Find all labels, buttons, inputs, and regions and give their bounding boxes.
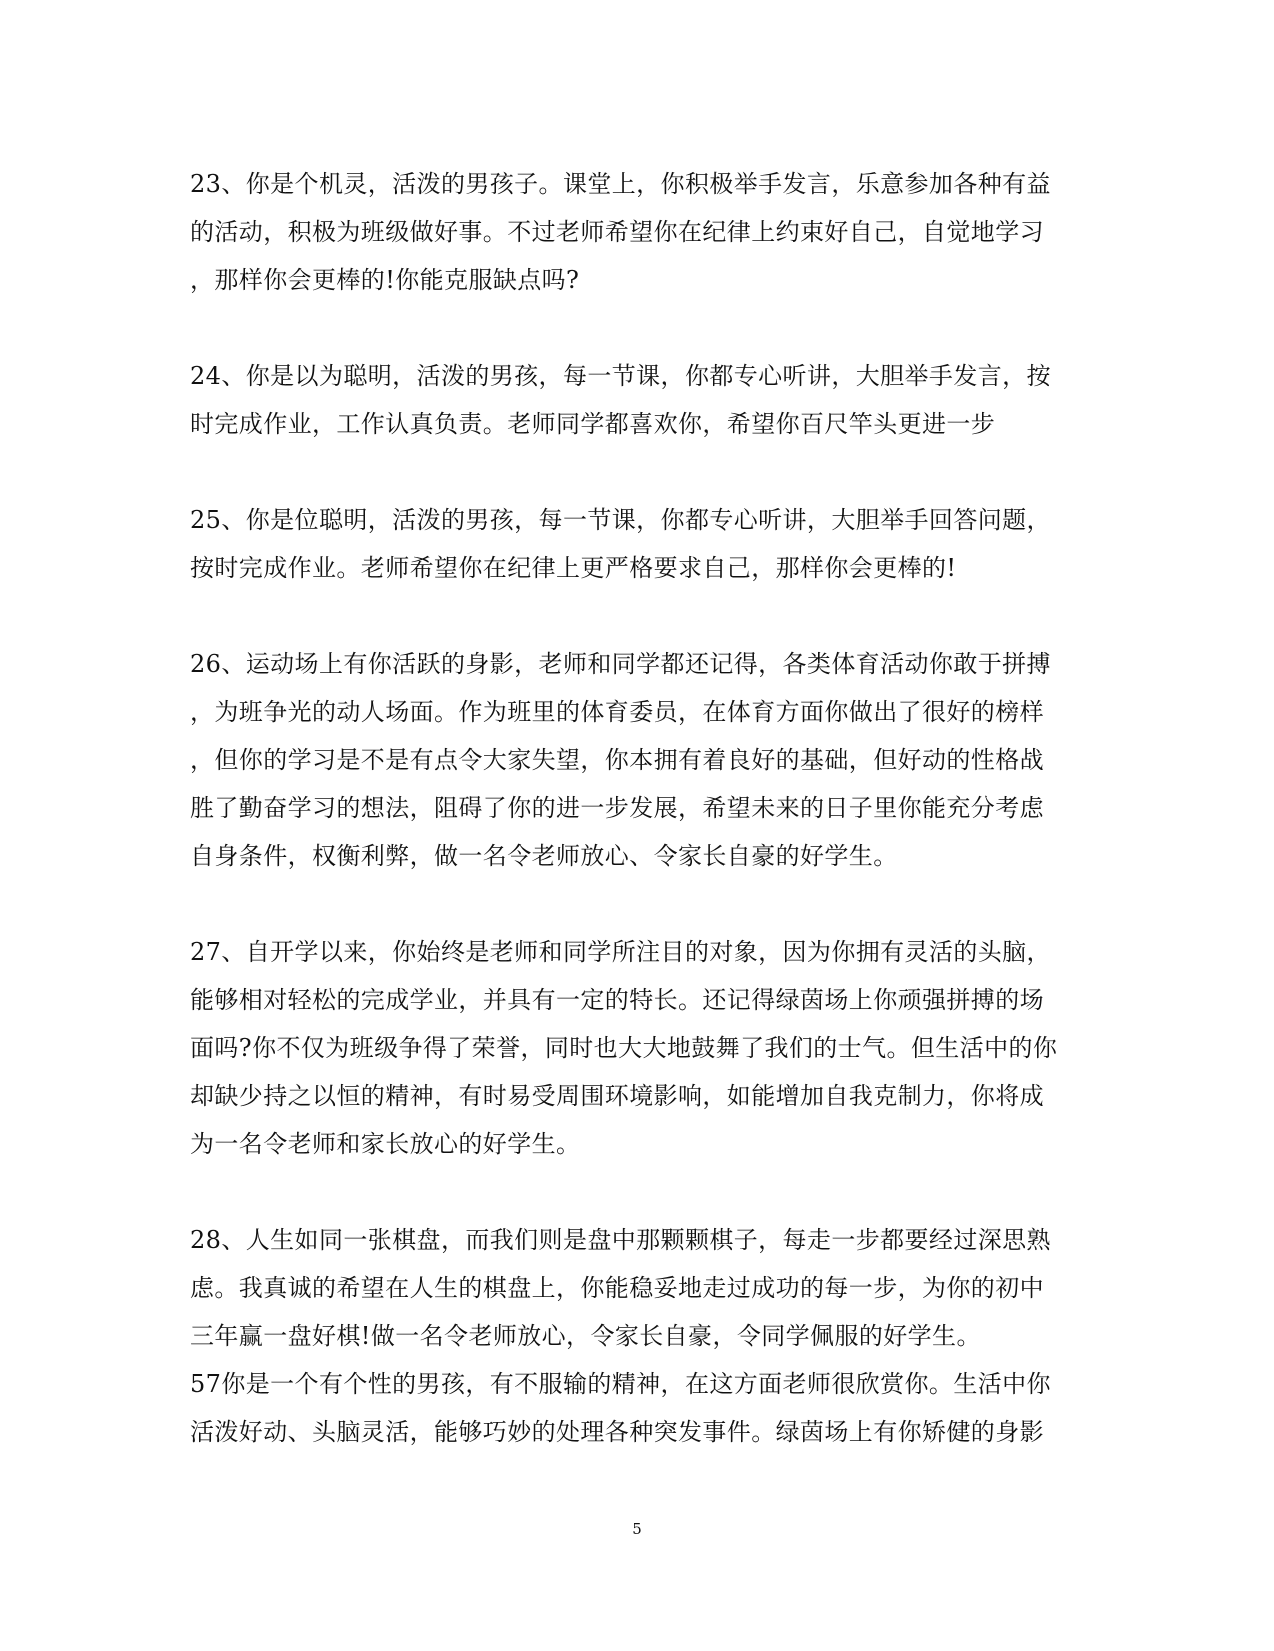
text-line: 却缺少持之以恒的精神，有时易受周围环境影响，如能增加自我克制力，你将成 [190,1082,1044,1110]
text-line: 24、你是以为聪明，活泼的男孩，每一节课，你都专心听讲，大胆举手发言，按 [190,362,1051,390]
text-line: 能够相对轻松的完成学业，并具有一定的特长。还记得绿茵场上你顽强拼搏的场 [190,986,1044,1014]
text-line: 为一名令老师和家长放心的好学生。 [190,1130,581,1158]
text-line: 时完成作业，工作认真负责。老师同学都喜欢你，希望你百尺竿头更进一步 [190,410,996,438]
text-line: 27、自开学以来，你始终是老师和同学所注目的对象，因为你拥有灵活的头脑， [190,938,1051,966]
document-body [190,160,1070,1456]
paragraph-24 [190,352,1070,448]
text-line: 按时完成作业。老师希望你在纪律上更严格要求自己，那样你会更棒的! [190,554,957,582]
paragraph-spacer [190,592,1070,640]
text-line: ，那样你会更棒的!你能克服缺点吗? [190,266,580,294]
paragraph-spacer [190,880,1070,928]
text-line: 虑。我真诚的希望在人生的棋盘上，你能稳妥地走过成功的每一步，为你的初中 [190,1274,1044,1302]
text-line: 23、你是个机灵，活泼的男孩子。课堂上，你积极举手发言，乐意参加各种有益 [190,170,1051,198]
paragraph-28 [190,1216,1070,1456]
text-line: 活泼好动、头脑灵活，能够巧妙的处理各种突发事件。绿茵场上有你矫健的身影 [190,1418,1044,1446]
text-line: ，为班争光的动人场面。作为班里的体育委员，在体育方面你做出了很好的榜样 [190,698,1044,726]
text-line: 26、运动场上有你活跃的身影，老师和同学都还记得，各类体育活动你敢于拼搏 [190,650,1051,678]
paragraph-26 [190,640,1070,880]
paragraph-spacer [190,448,1070,496]
paragraph-spacer [190,1168,1070,1216]
text-line: 的活动，积极为班级做好事。不过老师希望你在纪律上约束好自己，自觉地学习 [190,218,1044,246]
paragraph-spacer [190,304,1070,352]
text-line: 三年赢一盘好棋!做一名令老师放心，令家长自豪，令同学佩服的好学生。 [190,1322,981,1350]
text-line: ，但你的学习是不是有点令大家失望，你本拥有着良好的基础，但好动的性格战 [190,746,1044,774]
paragraph-27 [190,928,1070,1168]
text-line: 57你是一个有个性的男孩，有不服输的精神，在这方面老师很欣赏你。生活中你 [190,1370,1051,1398]
paragraph-23 [190,160,1070,304]
text-line: 25、你是位聪明，活泼的男孩，每一节课，你都专心听讲，大胆举手回答问题， [190,506,1051,534]
text-line: 胜了勤奋学习的想法，阻碍了你的进一步发展，希望未来的日子里你能充分考虑 [190,794,1044,822]
text-line: 自身条件，权衡利弊，做一名令老师放心、令家长自豪的好学生。 [190,842,898,870]
page-number: 5 [632,1520,642,1538]
text-line: 面吗?你不仅为班级争得了荣誉，同时也大大地鼓舞了我们的士气。但生活中的你 [190,1034,1058,1062]
paragraph-25 [190,496,1070,592]
text-line: 28、人生如同一张棋盘，而我们则是盘中那颗颗棋子，每走一步都要经过深思熟 [190,1226,1051,1254]
